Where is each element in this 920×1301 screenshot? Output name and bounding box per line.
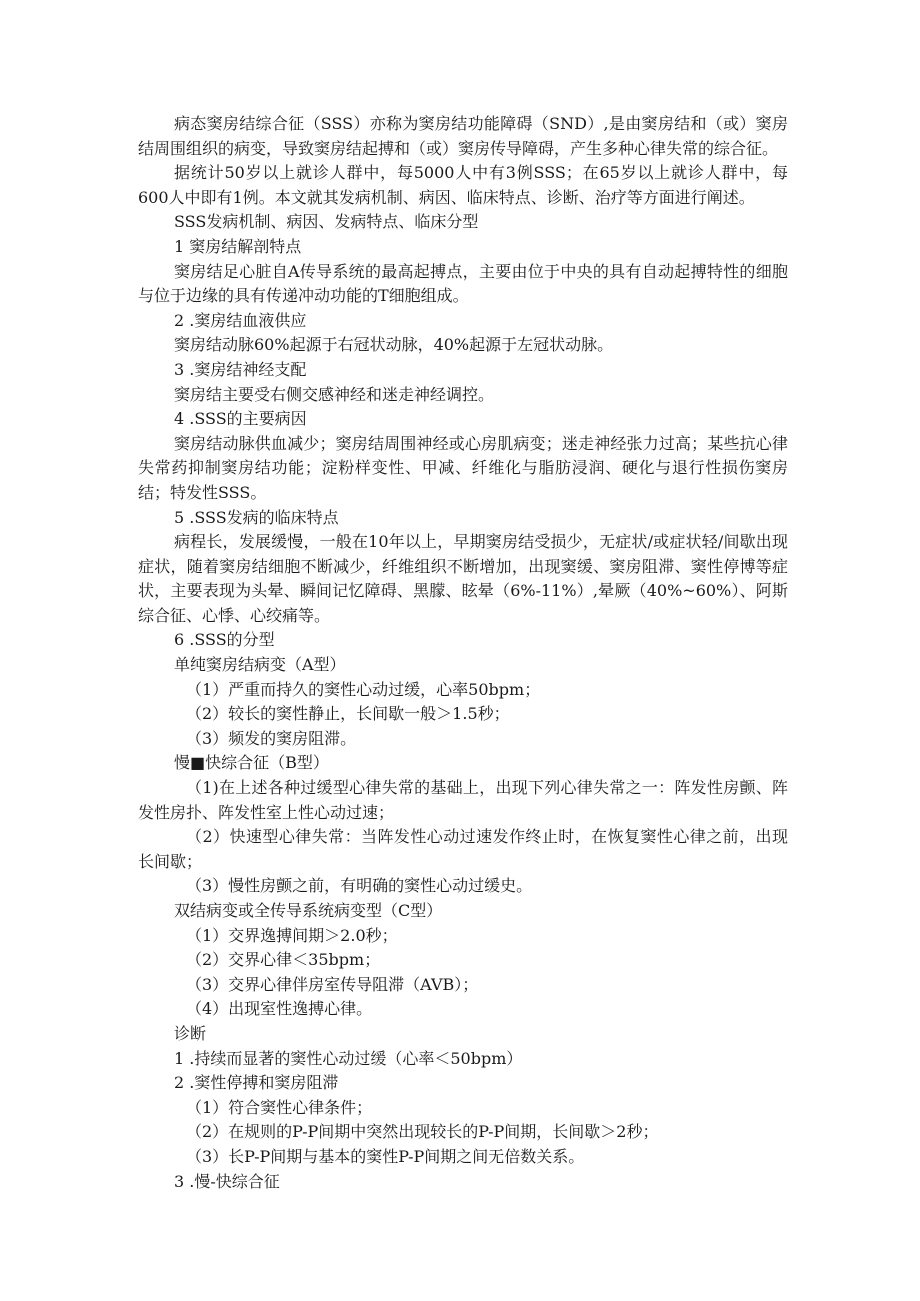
etiology-paragraph: 窦房结动脉供血减少；窦房结周围神经或心房肌病变；迷走神经张力过高；某些抗心律失常药抑制窦房结功能；淀粉样变性、甲减、纤维化与脂肪浸润、硬化与退行性损伤窦房结；特发性SSS。: [138, 433, 788, 502]
intro-paragraph: 病态窦房结综合征（SSS）亦称为窦房结功能障碍（SND）,是由窦房结和（或）窦房结周围组织的病变，导致窦房结起搏和（或）窦房传导障碍，产生多种心律失常的综合征。: [138, 114, 788, 158]
list-item: （4）出现室性逸搏心律。: [186, 999, 373, 1019]
subheading-blood-supply: 2 .窦房结血液供应: [174, 310, 307, 330]
subheading-etiology: 4 .SSS的主要病因: [174, 409, 307, 429]
diagnosis-item: 3 .慢-快综合征: [174, 1171, 280, 1191]
subheading-clinical-features: 5 .SSS发病的临床特点: [174, 507, 339, 527]
blood-supply-paragraph: 窦房结动脉60%起源于右冠状动脉，40%起源于左冠状动脉。: [174, 335, 614, 355]
subheading-anatomy: 1 窦房结解剖特点: [174, 236, 302, 256]
diagnosis-item: 1 .持续而显著的窦性心动过缓（心率＜50bpm）: [174, 1048, 523, 1068]
list-item: （3）长P-P间期与基本的窦性P-P间期之间无倍数关系。: [186, 1146, 585, 1166]
list-item: （2）交界心律＜35bpm；: [186, 950, 381, 970]
diagnosis-heading: 诊断: [174, 1023, 207, 1043]
type-a-heading: 单纯窦房结病变（A型）: [174, 655, 346, 675]
anatomy-paragraph: 窦房结足心脏自A传导系统的最高起搏点，主要由位于中央的具有自动起搏特性的细胞与位于边缘的具有传递冲动功能的T细胞组成。: [138, 261, 788, 306]
type-b-heading: 慢■快综合征（B型）: [174, 753, 329, 773]
clinical-features-paragraph: 病程长，发展缓慢，一般在10年以上，早期窦房结受损少，无症状/或症状轻/间歇出现症状，随着窦房结细胞不断减少，纤维组织不断增加，出现窦缓、窦房阻滞、窦性停博等症状，主要表现为头晕、瞬间记忆障碍、黑朦、眩晕（6%-11%）,晕厥（40%~60%）、阿斯综合征、心悸、心绞痛等。: [138, 532, 788, 625]
document-body: [138, 112, 788, 1194]
subheading-innervation: 3 .窦房结神经支配: [174, 359, 307, 379]
subheading-classification: 6 .SSS的分型: [174, 630, 275, 650]
type-c-heading: 双结病变或全传导系统病变型（C型）: [174, 901, 443, 920]
list-item: （1）交界逸搏间期＞2.0秒；: [186, 925, 398, 945]
list-item: （2）在规则的P-P间期中突然出现较长的P-P间期，长间歇＞2秒；: [186, 1122, 659, 1142]
list-item: （3）慢性房颤之前，有明确的窦性心动过缓史。: [186, 876, 533, 896]
statistics-paragraph: 据统计50岁以上就诊人群中，每5000人中有3例SSS；在65岁以上就诊人群中，每600人中即有1例。本文就其发病机制、病因、临床特点、诊断、治疗等方面进行阐述。: [138, 163, 788, 207]
list-item: （2）较长的窦性静止，长间歇一般＞1.5秒；: [186, 704, 510, 724]
list-item: （1）符合窦性心律条件；: [186, 1097, 373, 1117]
diagnosis-item: 2 .窦性停搏和窦房阻滞: [174, 1073, 339, 1093]
list-item: （1)在上述各种过缓型心律失常的基础上，出现下列心律失常之一：阵发性房颤、阵发性房扑、阵发性室上性心动过速；: [138, 778, 788, 822]
section-heading: SSS发病机制、病因、发病特点、临床分型: [174, 212, 479, 232]
list-item: （2）快速型心律失常：当阵发性心动过速发作终止时，在恢复窦性心律之前，出现长间歇；: [138, 827, 788, 871]
list-item: （3）交界心律伴房室传导阻滞（AVB）；: [186, 974, 479, 994]
innervation-paragraph: 窦房结主要受右侧交感神经和迷走神经调控。: [174, 384, 495, 404]
list-item: （3）频发的窦房阻滞。: [186, 728, 357, 748]
list-item: （1）严重而持久的窦性心动过缓，心率50bpm；: [186, 679, 541, 699]
